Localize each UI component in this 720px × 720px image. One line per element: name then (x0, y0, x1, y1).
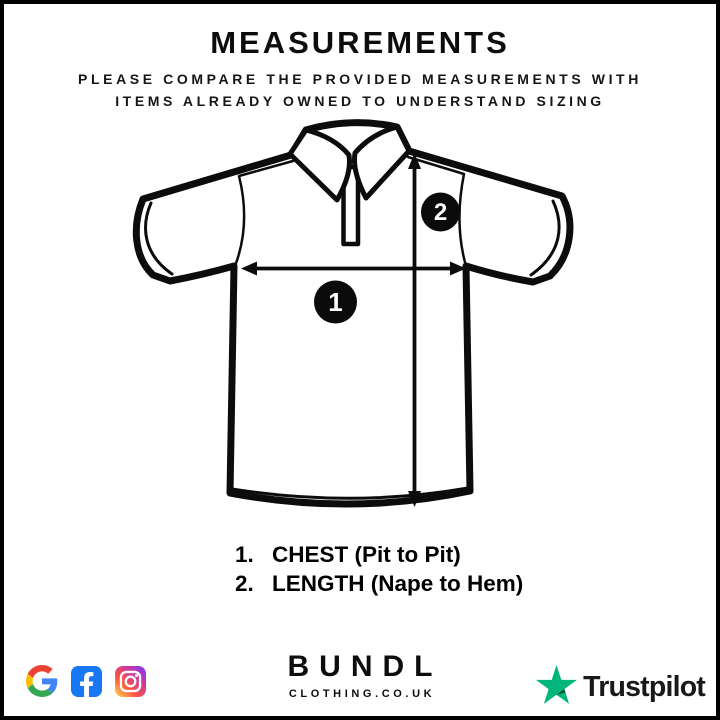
marker-chest-label: 1 (328, 287, 343, 317)
legend-item-chest (235, 541, 523, 570)
marker-chest (314, 281, 357, 324)
legend-number: 1. (235, 542, 254, 567)
legend-label: CHEST (Pit to Pit) (272, 542, 461, 567)
page-title: MEASUREMENTS (210, 25, 510, 60)
subtitle-line-2: ITEMS ALREADY OWNED TO UNDERSTAND SIZING (115, 93, 605, 109)
marker-length (421, 193, 460, 232)
trustpilot-logo[interactable] (536, 665, 705, 709)
marker-length-label: 2 (433, 199, 448, 226)
trustpilot-label: Trustpilot (583, 670, 705, 703)
subtitle-line-1: PLEASE COMPARE THE PROVIDED MEASUREMENTS WITH (78, 71, 642, 87)
measurement-legend (235, 541, 523, 598)
legend-number: 2. (235, 570, 254, 596)
legend-item-length (235, 570, 523, 599)
trustpilot-star-icon (536, 665, 577, 709)
legend-label: LENGTH (Nape to Hem) (272, 570, 524, 596)
brand-name: BUNDL (287, 650, 443, 683)
brand-tagline: CLOTHING.CO.UK (288, 688, 436, 700)
polo-shirt-diagram (4, 4, 720, 720)
